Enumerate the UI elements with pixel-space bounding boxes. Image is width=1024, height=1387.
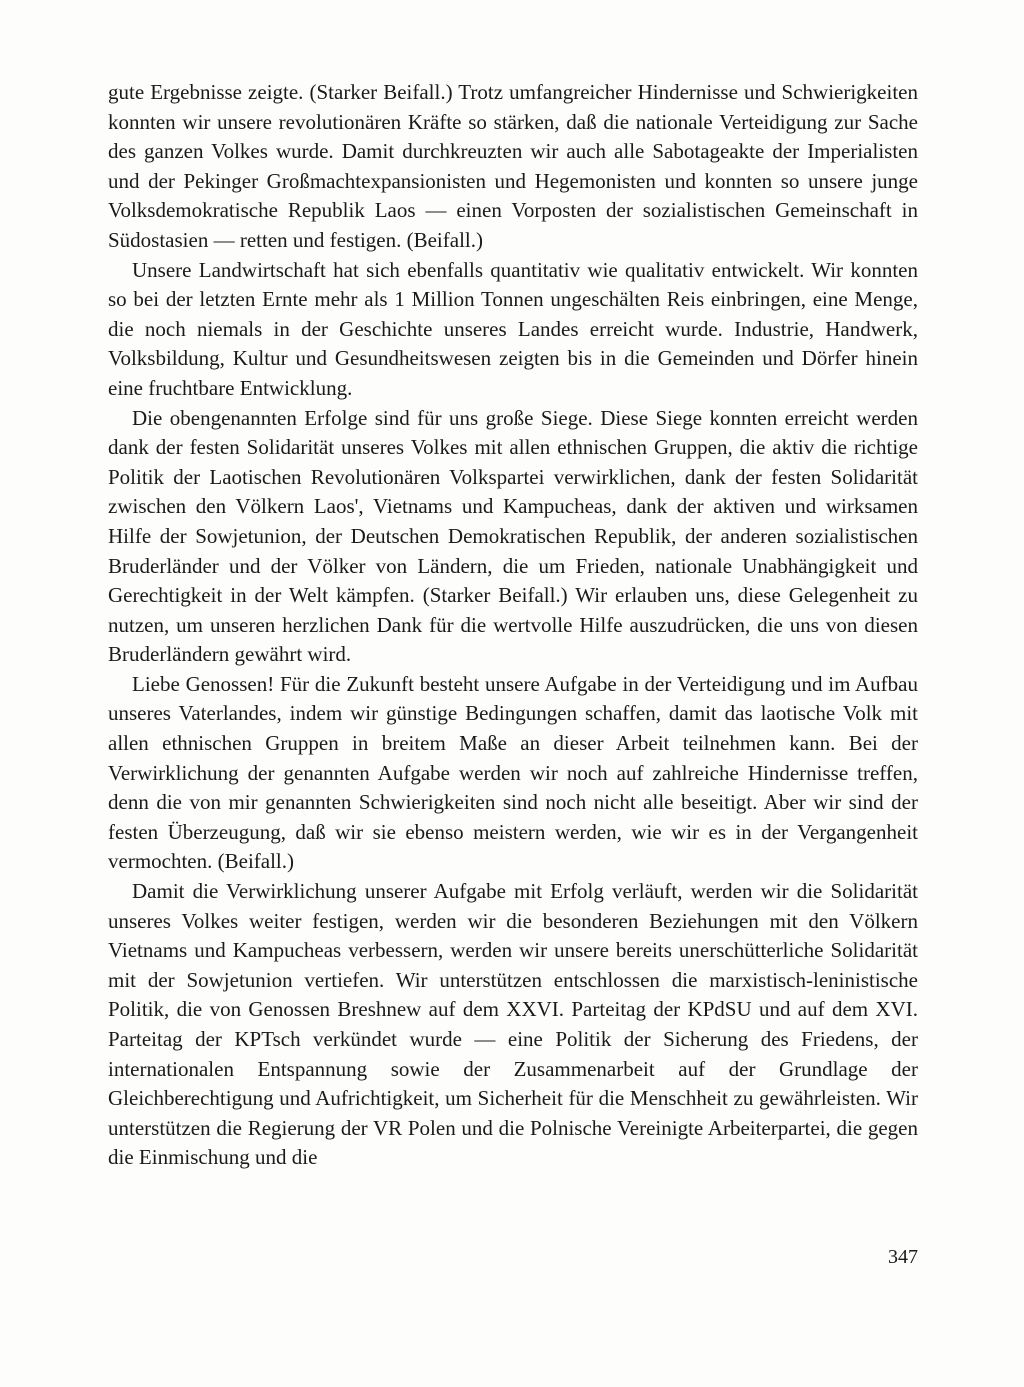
- paragraph-2: Unsere Landwirtschaft hat sich ebenfalls quantitativ wie qualitativ entwickelt. Wir konnten so bei der letzten Ernte mehr als 1 Million Tonnen ungeschälten Reis einbringen, eine Menge, die noch niemals in der Geschichte unseres Landes erreicht wurde. Industrie, Handwerk, Volksbildung, Kultur und Gesundheitswesen zeigten bis in die Gemeinden und Dörfer hinein eine fruchtbare Entwicklung.: [108, 257, 918, 400]
- paragraph-3: Die obengenannten Erfolge sind für uns große Siege. Diese Siege konnten erreicht werden dank der festen Solidarität unseres Volkes mit allen ethnischen Gruppen, die aktiv die richtige Politik der Laotischen Revolutionären Volkspartei verwirklichen, dank der festen Solidarität zwischen den Völkern Laos', Vietnams und Kampucheas, dank der aktiven und wirksamen Hilfe der Sowjetunion, der Deutschen Demokratischen Republik, der anderen sozialistischen Bruderländer und der Völker von Ländern, die um Frieden, nationale Unabhängigkeit und Gerechtigkeit in der Welt kämpfen. (Starker Beifall.) Wir erlauben uns, diese Gelegenheit zu nutzen, um unseren herzlichen Dank für die wertvolle Hilfe auszudrücken, die uns von diesen Bruderländern gewährt wird.: [108, 405, 918, 667]
- body-text: [108, 78, 918, 1173]
- paragraph-4: Liebe Genossen! Für die Zukunft besteht unsere Aufgabe in der Verteidigung und im Aufbau unseres Vaterlandes, indem wir günstige Bedingungen schaffen, damit das laotische Volk mit allen ethnischen Gruppen in breitem Maße an dieser Arbeit teilnehmen kann. Bei der Verwirklichung der genannten Aufgabe werden wir noch auf zahlreiche Hindernisse treffen, denn die von mir genannten Schwierigkeiten sind noch nicht alle beseitigt. Aber wir sind der festen Überzeugung, daß wir sie ebenso meistern werden, wie wir es in der Vergangenheit vermochten. (Beifall.): [108, 671, 918, 874]
- paragraph-5: Damit die Verwirklichung unserer Aufgabe mit Erfolg verläuft, werden wir die Solidarität unseres Volkes weiter festigen, werden wir die besonderen Beziehungen mit den Völkern Vietnams und Kampucheas verbessern, werden wir unsere bereits unerschütterliche Solidarität mit der Sowjetunion vertiefen. Wir unterstützen entschlossen die marxistisch-leninistische Politik, die von Genossen Breshnew auf dem XXVI. Parteitag der KPdSU und auf dem XVI. Parteitag der KPTsch verkündet wurde — eine Politik der Sicherung des Friedens, der internationalen Entspannung sowie der Zusammenarbeit auf der Grundlage der Gleichberechtigung und Aufrichtigkeit, um Sicherheit für die Menschheit zu gewährleisten. Wir unterstützen die Regierung der VR Polen und die Polnische Vereinigte Arbeiterpartei, die gegen die Einmischung und die: [108, 879, 918, 1170]
- paragraph-1: gute Ergebnisse zeigte. (Starker Beifall.) Trotz umfangreicher Hindernisse und Schwierigkeiten konnten wir unsere revolutionären Kräfte so stärken, daß die nationale Verteidigung zur Sache des ganzen Volkes wurde. Damit durchkreuzten wir auch alle Sabotageakte der Imperialisten und der Pekinger Großmachtexpansionisten und Hegemonisten und konnten so unsere junge Volksdemokratische Republik Laos — einen Vorposten der sozialistischen Gemeinschaft in Südostasien — retten und festigen. (Beifall.): [108, 80, 918, 252]
- page-number: 347: [888, 1246, 918, 1268]
